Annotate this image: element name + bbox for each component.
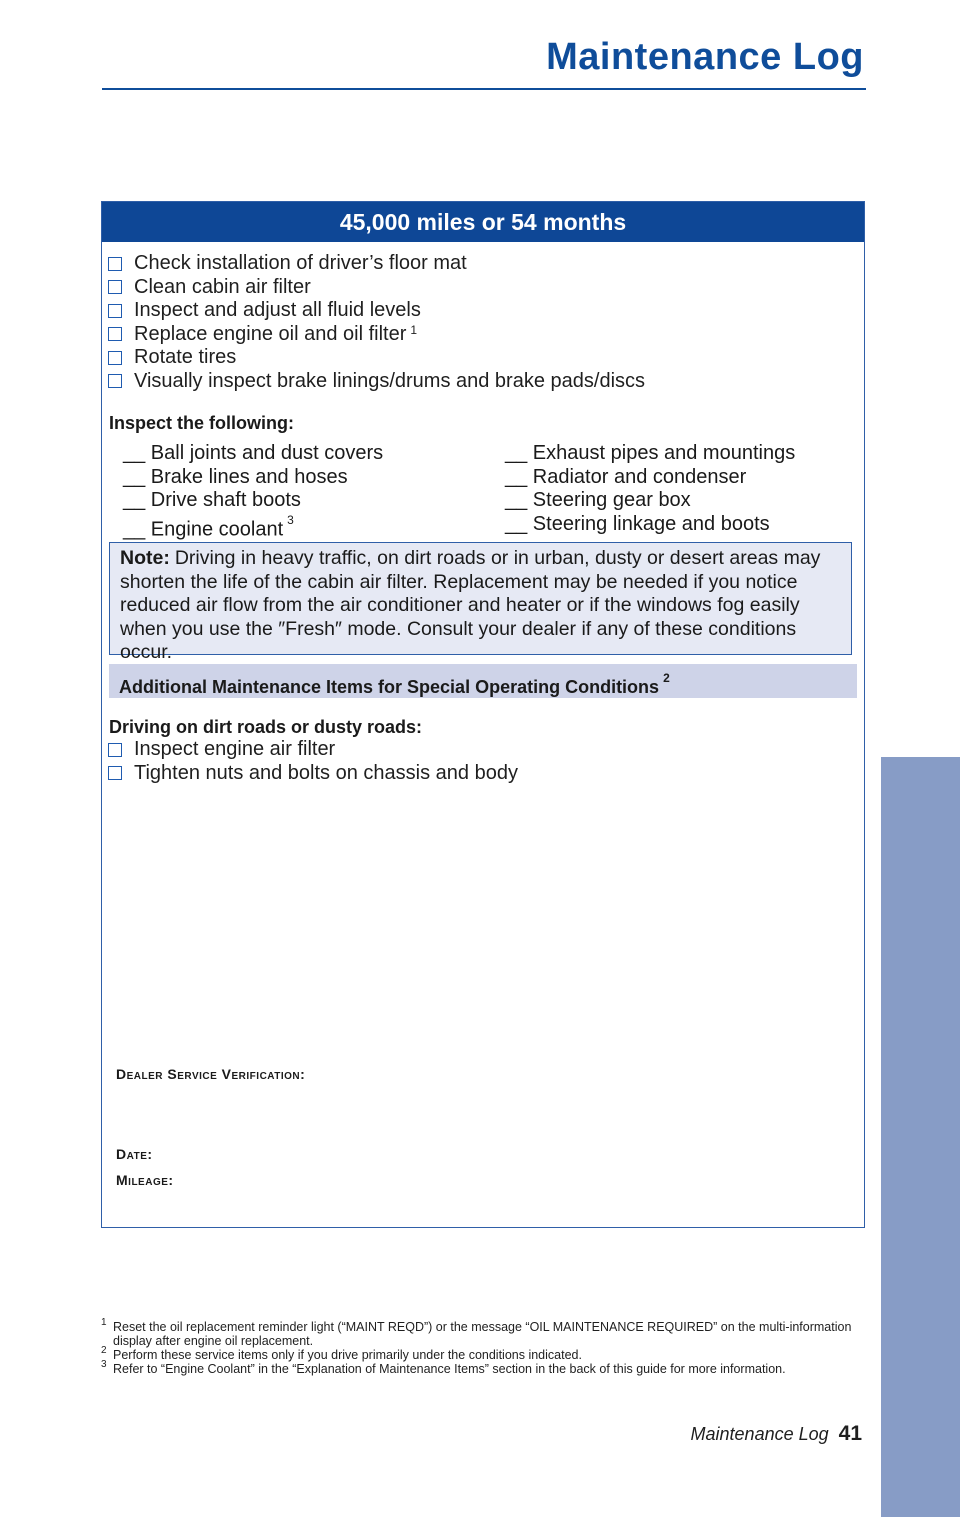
dirt-roads-heading: Driving on dirt roads or dusty roads: <box>109 717 423 737</box>
checklist-item[interactable] <box>108 276 645 300</box>
inspect-heading: Inspect the following: <box>109 413 294 433</box>
inspect-item-label: __ Drive shaft boots <box>123 489 301 511</box>
inspect-item <box>123 466 383 490</box>
footnote-ref: 2 <box>663 671 670 685</box>
checkbox-icon[interactable] <box>108 351 122 365</box>
mileage-label: Mileage: <box>116 1172 174 1188</box>
inspect-item <box>123 512 383 541</box>
checklist-item-label: Check installation of driver’s floor mat <box>134 252 467 274</box>
footnote-number: 1 <box>101 1317 107 1328</box>
inspect-item <box>123 442 383 466</box>
inspect-item <box>505 513 795 537</box>
dealer-verification-label: Dealer Service Verification: <box>116 1066 306 1082</box>
footnote <box>101 1359 861 1376</box>
title-rule <box>102 88 866 90</box>
checkbox-icon[interactable] <box>108 743 122 757</box>
footnote <box>101 1317 861 1348</box>
checklist-item[interactable] <box>108 370 645 394</box>
section-side-tab[interactable] <box>881 757 960 1517</box>
checkbox-icon[interactable] <box>108 374 122 388</box>
inspect-item-label: __ Steering linkage and boots <box>505 512 770 535</box>
checklist-item-label: Rotate tires <box>134 346 237 368</box>
section-side-tab-label: MAINTENANCE <box>21 1021 54 1259</box>
checkbox-icon[interactable] <box>108 304 122 318</box>
inspect-list-left <box>123 442 384 541</box>
checklist <box>108 252 645 393</box>
dirt-roads-checklist <box>108 738 518 785</box>
footnote-text: Reset the oil replacement reminder light (“MAINT REQD”) or the message “OIL MAINTENANCE REQUIRED” on the multi-information display after engine oil replacement. <box>113 1320 852 1348</box>
inspect-item-label: __ Ball joints and dust covers <box>123 442 384 464</box>
checklist-item[interactable] <box>108 299 645 323</box>
inspect-item <box>123 489 383 513</box>
note-label: Note: <box>120 547 170 569</box>
additional-maintenance-title: Additional Maintenance Items for Special Operating Conditions <box>119 677 660 697</box>
checkbox-icon[interactable] <box>108 257 122 271</box>
footnote <box>101 1345 861 1362</box>
page-title: Maintenance Log <box>546 36 864 78</box>
maintenance-card <box>101 201 865 1228</box>
card-header: 45,000 miles or 54 months <box>102 202 864 242</box>
checklist-item[interactable] <box>108 738 518 762</box>
additional-maintenance-heading <box>109 664 857 698</box>
checklist-item[interactable] <box>108 346 645 370</box>
section-side-tab-label-wrap <box>20 1022 54 1258</box>
page-footer <box>691 1422 862 1446</box>
inspect-item-label: __ Exhaust pipes and mountings <box>505 442 796 464</box>
note-box <box>109 542 852 663</box>
footnotes <box>101 1317 861 1376</box>
checklist-item-label: Tighten nuts and bolts on chassis and body <box>134 761 518 784</box>
footer-label: Maintenance Log <box>690 1424 829 1444</box>
checklist-item-label: Inspect engine air filter <box>134 738 336 760</box>
date-label: Date: <box>116 1146 153 1162</box>
checkbox-icon[interactable] <box>108 280 122 294</box>
checklist-item-label: Visually inspect brake linings/drums and brake pads/discs <box>134 369 646 392</box>
note-text: Driving in heavy traffic, on dirt roads or in urban, dusty or desert areas may shorten the life of the cabin air filter. Replacement may be needed if you notice reduced air flow from the air conditioner and heater or if the windows fog easily when you use the ″Fresh″ mode. Consult your dealer if any of these conditions occur. <box>120 547 821 663</box>
inspect-item-label: __ Engine coolant <box>123 518 284 541</box>
inspect-item-label: __ Brake lines and hoses <box>123 465 348 488</box>
checklist-item-label: Clean cabin air filter <box>134 275 311 298</box>
checkbox-icon[interactable] <box>108 327 122 341</box>
footnote-ref: 1 <box>410 322 418 337</box>
inspect-item-label: __ Radiator and condenser <box>505 465 747 488</box>
checklist-item[interactable] <box>108 252 645 276</box>
inspect-item <box>505 489 795 513</box>
checklist-item-label: Inspect and adjust all fluid levels <box>134 299 421 321</box>
footnote-number: 3 <box>101 1359 107 1370</box>
checklist-item[interactable] <box>108 323 645 347</box>
footnote-number: 2 <box>101 1345 107 1356</box>
footnote-text: Perform these service items only if you drive primarily under the conditions indicated. <box>113 1348 582 1362</box>
checklist-item-label: Replace engine oil and oil filter <box>134 322 407 345</box>
page-number: 41 <box>838 1422 862 1445</box>
footnote-ref: 3 <box>287 512 294 527</box>
inspect-item <box>505 466 795 490</box>
inspect-item-label: __ Steering gear box <box>505 489 691 511</box>
checklist-item[interactable] <box>108 762 518 786</box>
checkbox-icon[interactable] <box>108 766 122 780</box>
inspect-item <box>505 442 795 466</box>
inspect-list-right <box>505 442 795 536</box>
footnote-text: Refer to “Engine Coolant” in the “Explanation of Maintenance Items” section in the back of this guide for more information. <box>113 1362 786 1376</box>
